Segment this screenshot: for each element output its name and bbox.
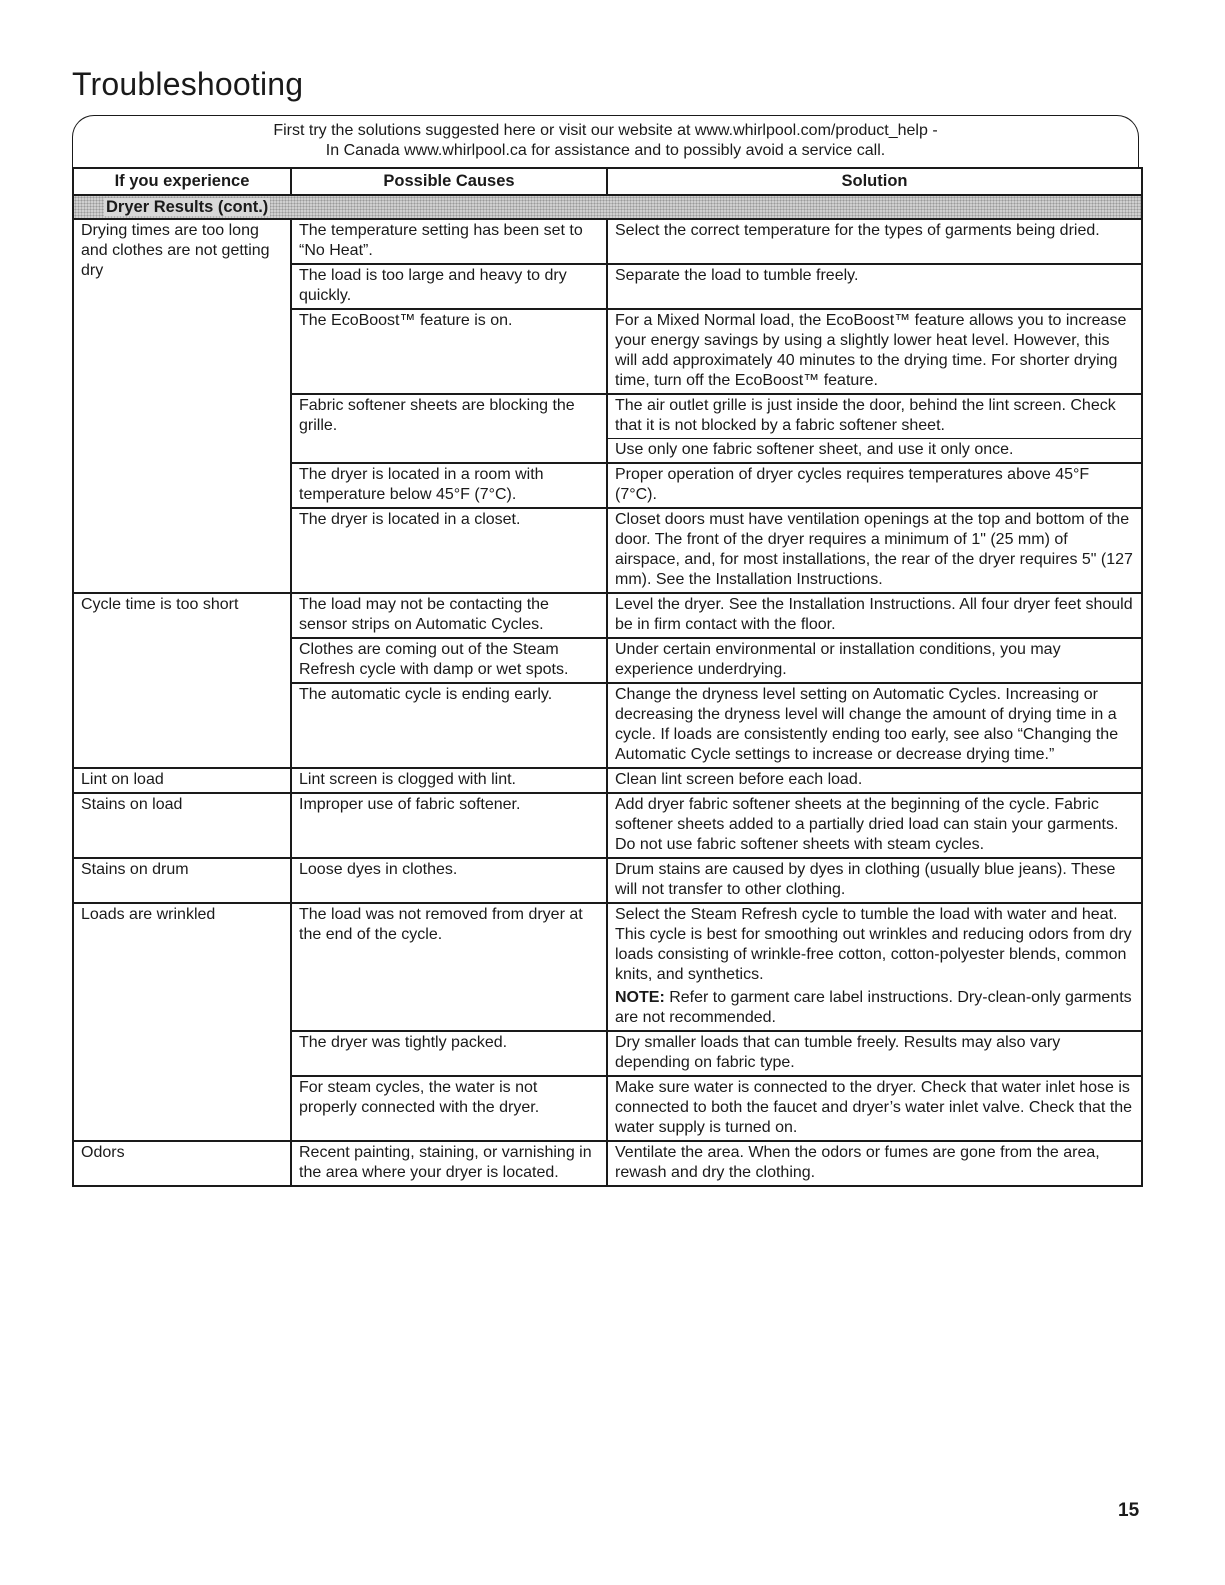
header-causes: Possible Causes — [291, 168, 607, 195]
solution-text-extra: Use only one fabric softener sheet, and use it only once. — [608, 438, 1141, 462]
solution-text: Level the dryer. See the Installation Instructions. All four dryer feet should be in firm contact with the floor. — [615, 596, 1133, 633]
solution-cell — [607, 793, 1142, 858]
intro-line-1: First try the solutions suggested here or visit our website at www.whirlpool.com/product_help - — [273, 122, 938, 139]
table-row — [73, 858, 1142, 903]
cause-cell: Recent painting, staining, or varnishing in the area where your dryer is located. — [291, 1141, 607, 1186]
cause-cell: Clothes are coming out of the Steam Refresh cycle with damp or wet spots. — [291, 638, 607, 683]
cause-cell: Improper use of fabric softener. — [291, 793, 607, 858]
solution-cell — [607, 219, 1142, 264]
solution-text: For a Mixed Normal load, the EcoBoost™ feature allows you to increase your energy savings by using a slightly lower heat level. However, this will add approximately 40 minutes to the drying time. For shorter drying time, turn off the EcoBoost™ feature. — [615, 312, 1127, 389]
solution-cell — [607, 394, 1142, 463]
header-solution: Solution — [607, 168, 1142, 195]
solution-cell — [607, 309, 1142, 394]
solution-text: Closet doors must have ventilation openings at the top and bottom of the door. The front of the dryer requires a minimum of 1" (25 mm) of airspace, and, for most installations, the rear of the dryer requires 5" (127 mm). See the Installation Instructions. — [615, 511, 1133, 588]
note-label: NOTE: — [615, 989, 665, 1006]
note-text: Refer to garment care label instructions. Dry-clean-only garments are not recommended. — [615, 989, 1132, 1026]
cause-cell: The load may not be contacting the sensor strips on Automatic Cycles. — [291, 593, 607, 638]
cause-cell: The dryer is located in a closet. — [291, 508, 607, 593]
solution-text: Make sure water is connected to the dryer. Check that water inlet hose is connected to both the faucet and dryer’s water inlet valve. Check that the water supply is turned on. — [615, 1079, 1133, 1136]
table-row — [73, 219, 1142, 264]
table-row — [73, 768, 1142, 793]
problem-cell: Cycle time is too short — [73, 593, 291, 768]
problem-cell: Drying times are too long and clothes are not getting dry — [73, 219, 291, 593]
solution-cell — [607, 264, 1142, 309]
solution-cell — [607, 683, 1142, 768]
section-cell — [73, 195, 1142, 219]
cause-cell: For steam cycles, the water is not properly connected with the dryer. — [291, 1076, 607, 1141]
problem-cell: Lint on load — [73, 768, 291, 793]
cause-cell: Lint screen is clogged with lint. — [291, 768, 607, 793]
table-row — [73, 903, 1142, 1031]
section-row — [73, 195, 1142, 219]
problem-cell: Stains on drum — [73, 858, 291, 903]
solution-cell — [607, 593, 1142, 638]
intro-line-2: In Canada www.whirlpool.ca for assistance and to possibly avoid a service call. — [325, 142, 886, 159]
table-row — [73, 793, 1142, 858]
troubleshooting-table — [72, 167, 1143, 1187]
solution-text: Drum stains are caused by dyes in clothing (usually blue jeans). These will not transfer to other clothing. — [615, 861, 1116, 898]
cause-cell: The temperature setting has been set to “No Heat”. — [291, 219, 607, 264]
table-row — [73, 1141, 1142, 1186]
cause-cell: The automatic cycle is ending early. — [291, 683, 607, 768]
cause-cell: The dryer is located in a room with temperature below 45°F (7°C). — [291, 463, 607, 508]
solution-text: Proper operation of dryer cycles requires temperatures above 45°F (7°C). — [615, 466, 1090, 503]
solution-text: Ventilate the area. When the odors or fumes are gone from the area, rewash and dry the clothing. — [615, 1144, 1100, 1181]
solution-cell — [607, 1031, 1142, 1076]
cause-cell: The load is too large and heavy to dry quickly. — [291, 264, 607, 309]
solution-cell — [607, 508, 1142, 593]
solution-text: Dry smaller loads that can tumble freely. Results may also vary depending on fabric type. — [615, 1034, 1061, 1071]
solution-text: Under certain environmental or installation conditions, you may experience underdrying. — [615, 641, 1061, 678]
cause-cell: The load was not removed from dryer at the end of the cycle. — [291, 903, 607, 1031]
table-row — [73, 593, 1142, 638]
solution-cell — [607, 1141, 1142, 1186]
cause-cell: The dryer was tightly packed. — [291, 1031, 607, 1076]
cause-cell: Loose dyes in clothes. — [291, 858, 607, 903]
solution-note — [615, 988, 1134, 1028]
page-title: Troubleshooting — [72, 66, 304, 102]
solution-cell — [607, 1076, 1142, 1141]
solution-text: Clean lint screen before each load. — [615, 771, 863, 788]
solution-text: Select the correct temperature for the types of garments being dried. — [615, 222, 1100, 239]
solution-cell — [607, 858, 1142, 903]
cause-cell: The EcoBoost™ feature is on. — [291, 309, 607, 394]
header-problem: If you experience — [73, 168, 291, 195]
solution-cell — [607, 463, 1142, 508]
problem-cell: Loads are wrinkled — [73, 903, 291, 1141]
problem-cell: Odors — [73, 1141, 291, 1186]
page-number: 15 — [1118, 1500, 1140, 1521]
problem-cell: Stains on load — [73, 793, 291, 858]
solution-cell — [607, 638, 1142, 683]
section-title: Dryer Results (cont.) — [106, 198, 269, 216]
solution-text: Select the Steam Refresh cycle to tumble the load with water and heat. This cycle is best for smoothing out wrinkles and reducing odors from dry loads consisting of wrinkle-free cotton, cotton-polyester blends, common knits, and synthetics. — [615, 906, 1132, 983]
solution-text: Add dryer fabric softener sheets at the beginning of the cycle. Fabric softener sheets added to a partially dried load can stain your garments. Do not use fabric softener sheets with steam cycles. — [615, 796, 1119, 853]
cause-cell: Fabric softener sheets are blocking the grille. — [291, 394, 607, 463]
table-header-row — [73, 168, 1142, 195]
solution-cell — [607, 768, 1142, 793]
solution-text: Separate the load to tumble freely. — [615, 267, 859, 284]
intro-box — [72, 115, 1139, 167]
solution-cell — [607, 903, 1142, 1031]
solution-text: Change the dryness level setting on Automatic Cycles. Increasing or decreasing the dryness level will change the amount of drying time in a cycle. If loads are consistently ending too early, see also “Changing the Automatic Cycle settings to increase or decrease drying time.” — [615, 686, 1119, 763]
solution-text: The air outlet grille is just inside the door, behind the lint screen. Check that it is not blocked by a fabric softener sheet. — [615, 397, 1116, 434]
